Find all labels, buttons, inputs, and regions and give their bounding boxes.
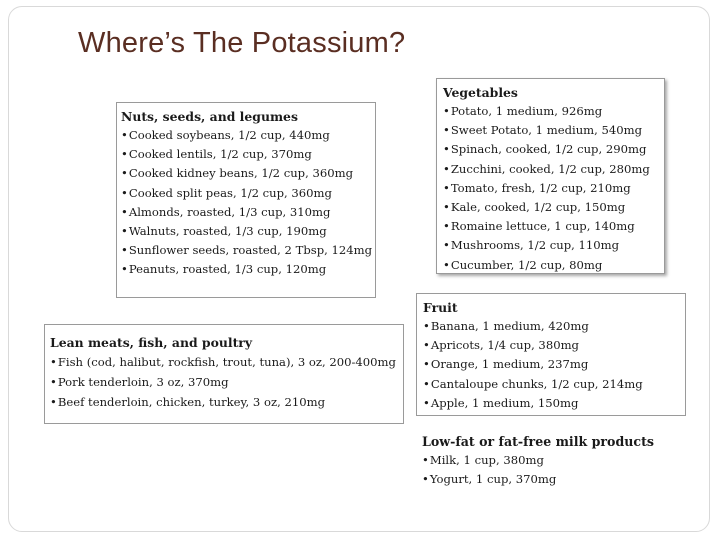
list-item: • Cooked kidney beans, 1/2 cup, 360mg: [121, 164, 375, 183]
milk-list: [422, 451, 692, 489]
list-item: • Yogurt, 1 cup, 370mg: [422, 470, 692, 489]
list-item: • Romaine lettuce, 1 cup, 140mg: [443, 217, 664, 236]
list-item: • Cooked soybeans, 1/2 cup, 440mg: [121, 126, 375, 145]
meats-list: [50, 352, 403, 412]
list-item: • Fish (cod, halibut, rockfish, trout, tuna), 3 oz, 200-400mg: [50, 352, 403, 372]
list-item: • Sweet Potato, 1 medium, 540mg: [443, 121, 664, 140]
fruit-list: [423, 317, 685, 413]
nuts-heading: Nuts, seeds, and legumes: [121, 109, 298, 124]
list-item: • Almonds, roasted, 1/3 cup, 310mg: [121, 203, 375, 222]
list-item: • Apricots, 1/4 cup, 380mg: [423, 336, 685, 355]
fruit-box: [416, 293, 686, 416]
list-item: • Cooked lentils, 1/2 cup, 370mg: [121, 145, 375, 164]
vegetables-heading: Vegetables: [443, 85, 518, 100]
fruit-heading: Fruit: [423, 300, 458, 315]
nuts-list: [121, 126, 375, 280]
milk-heading: Low-fat or fat-free milk products: [422, 434, 654, 449]
list-item: • Apple, 1 medium, 150mg: [423, 394, 685, 413]
list-item: • Walnuts, roasted, 1/3 cup, 190mg: [121, 222, 375, 241]
nuts-seeds-legumes-box: [116, 102, 376, 298]
list-item: • Sunflower seeds, roasted, 2 Tbsp, 124mg: [121, 241, 375, 260]
vegetables-list: [443, 102, 664, 275]
list-item: • Cantaloupe chunks, 1/2 cup, 214mg: [423, 375, 685, 394]
slide-title: Where’s The Potassium?: [78, 27, 406, 59]
vegetables-box: [436, 78, 665, 274]
list-item: • Orange, 1 medium, 237mg: [423, 355, 685, 374]
list-item: • Peanuts, roasted, 1/3 cup, 120mg: [121, 260, 375, 279]
list-item: • Zucchini, cooked, 1/2 cup, 280mg: [443, 160, 664, 179]
list-item: • Kale, cooked, 1/2 cup, 150mg: [443, 198, 664, 217]
list-item: • Pork tenderloin, 3 oz, 370mg: [50, 372, 403, 392]
list-item: • Tomato, fresh, 1/2 cup, 210mg: [443, 179, 664, 198]
list-item: • Milk, 1 cup, 380mg: [422, 451, 692, 470]
list-item: • Beef tenderloin, chicken, turkey, 3 oz, 210mg: [50, 392, 403, 412]
list-item: • Potato, 1 medium, 926mg: [443, 102, 664, 121]
list-item: • Spinach, cooked, 1/2 cup, 290mg: [443, 140, 664, 159]
meats-heading: Lean meats, fish, and poultry: [50, 335, 253, 350]
list-item: • Banana, 1 medium, 420mg: [423, 317, 685, 336]
milk-products-section: [422, 432, 692, 492]
list-item: • Mushrooms, 1/2 cup, 110mg: [443, 236, 664, 255]
list-item: • Cooked split peas, 1/2 cup, 360mg: [121, 184, 375, 203]
lean-meats-box: [44, 324, 404, 424]
list-item: • Cucumber, 1/2 cup, 80mg: [443, 256, 664, 275]
